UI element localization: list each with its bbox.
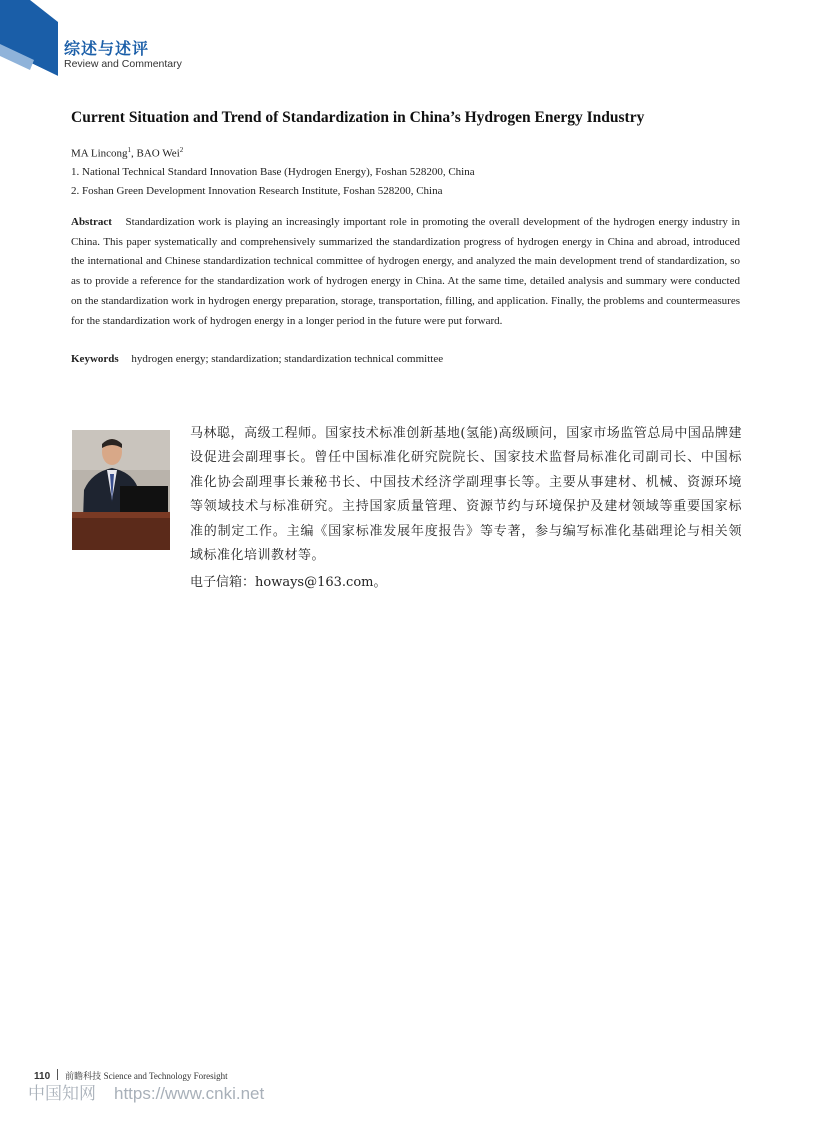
cnki-watermark [28, 1079, 264, 1104]
abstract-text: Standardization work is playing an increasingly important role in promoting the overall development of the hydrogen energy industry in China. This paper systematically and comprehensively summarized the standardization progress of hydrogen energy in China and abroad, introduced the international and Chinese standardization technical committee of hydrogen energy, and analyzed the main development trend of standardization, so as to provide a reference for the standardization work of hydrogen energy in China. At the same time, detailed analysis and summary were conducted on the standardization work in hydrogen energy preparation, storage, transportation, filling, and application. Finally, the problems and countermeasures for the standardization work of hydrogen energy in a longer period in the future were put forward. [71, 216, 741, 327]
abstract [71, 213, 740, 331]
affiliation: 1. National Technical Standard Innovation Base (Hydrogen Energy), Foshan 528200, China [71, 166, 475, 178]
author-affil-mark: 2 [179, 146, 184, 154]
author-name: MA Lincong [71, 147, 128, 160]
abstract-label: Abstract [71, 216, 112, 228]
keywords-label: Keywords [71, 353, 119, 365]
section-title-cn: 综述与述评 [64, 39, 150, 58]
affiliation: 2. Foshan Green Development Innovation Research Institute, Foshan 528200, China [71, 185, 443, 197]
page-number: 110 [34, 1071, 51, 1082]
journal-name-en: Science and Technology Foresight [103, 1071, 228, 1081]
paper-title: Current Situation and Trend of Standardization in China’s Hydrogen Energy Industry [71, 109, 645, 126]
author-separator: , [131, 147, 137, 160]
journal-name-cn: 前瞻科技 [65, 1072, 102, 1082]
section-title-en: Review and Commentary [64, 58, 182, 70]
author-affil-mark: 1 [127, 146, 132, 154]
author-email: 电子信箱：howays@163.com。 [190, 575, 387, 590]
author-line [71, 146, 183, 160]
author-bio: 马林聪，高级工程师。国家技术标准创新基地(氢能)高级顾问，国家市场监管总局中国品牌建设促进会副理事长。曾任中国标准化研究院院长、国家技术监督局标准化司副司长、中国标准化协会副理事长兼秘书长、中国技术经济学副理事长等。主要从事建材、机械、资源环境等领域技术与标准研究。主持国家质量管理、资源节约与环境保护及建材领域等重要国家标准的制定工作。主编《国家标准发展年度报告》等专著，参与编写标准化基础理论与相关领域标准化培训教材等。 [190, 426, 742, 564]
corner-decoration [0, 0, 62, 76]
keywords-text: hydrogen energy; standardization; standardization technical committee [131, 353, 444, 365]
keywords [71, 353, 443, 365]
watermark-cn: 中国知网 [28, 1084, 96, 1104]
author-photo [72, 430, 170, 550]
watermark-url: https://www.cnki.net [114, 1084, 265, 1103]
author-name: BAO Wei [136, 147, 180, 160]
